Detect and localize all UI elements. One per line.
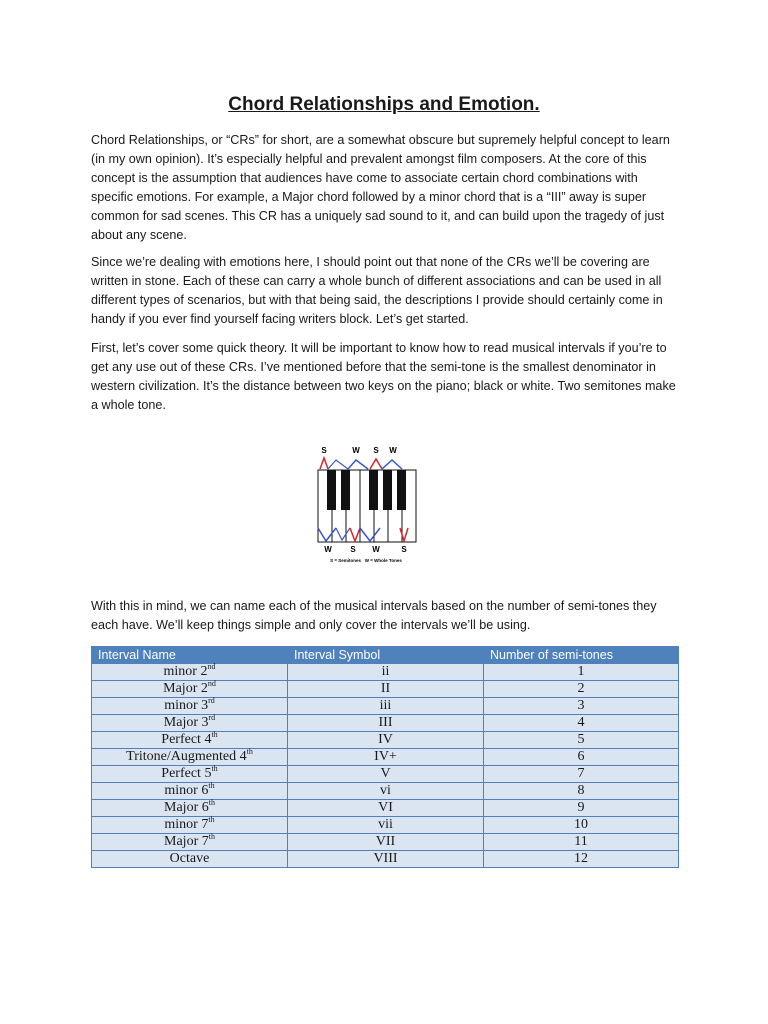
interval-symbol-cell: iii (288, 698, 484, 715)
interval-symbol-cell: V (288, 766, 484, 783)
interval-name: minor 7 (164, 817, 209, 832)
semitone-count-cell: 5 (484, 732, 679, 749)
diagram-legend: S = Semitones W = Whole Tones (330, 558, 402, 563)
interval-ordinal-suffix: th (211, 764, 218, 773)
interval-ordinal-suffix: th (246, 747, 253, 756)
semitone-count-cell: 3 (484, 698, 679, 715)
table-row (92, 698, 679, 715)
table-row (92, 681, 679, 698)
interval-name-cell (92, 698, 288, 715)
diagram-bottom-label: W (324, 545, 332, 554)
semitone-count-cell: 4 (484, 715, 679, 732)
paragraph-intro: Chord Relationships, or “CRs” for short, are a somewhat obscure but supremely helpful concept to learn (in my own opinion). It’s especially helpful and prevalent amongst film composers. At the core of this concept is the assumption that audiences have come to associate certain chord combinations with specific emotions. For example, a Major chord followed by a minor chord that is a “III” away is super common for sad scenes. This CR has a uniquely sad sound to it, and can build upon the tragedy of just about any scene. (91, 133, 670, 242)
semitone-count-cell: 10 (484, 817, 679, 834)
semitone-count-cell: 1 (484, 664, 679, 681)
interval-name-cell (92, 664, 288, 681)
interval-name-cell (92, 749, 288, 766)
table-row (92, 732, 679, 749)
interval-symbol-cell: II (288, 681, 484, 698)
interval-ordinal-suffix: th (208, 815, 215, 824)
diagram-bottom-label: W (372, 545, 380, 554)
interval-symbol-cell: vi (288, 783, 484, 800)
interval-name: Tritone/Augmented 4 (126, 749, 247, 764)
semitone-count-cell: 8 (484, 783, 679, 800)
semitone-arrow (370, 459, 382, 469)
interval-ordinal-suffix: th (208, 832, 215, 841)
interval-name-cell (92, 834, 288, 851)
interval-ordinal-suffix: th (208, 798, 215, 807)
paragraph-intervals-intro: With this in mind, we can name each of the musical intervals based on the number of semi-tones they each have. We’ll keep things simple and only cover the intervals we’ll be using. (91, 599, 657, 632)
intervals-table (91, 646, 679, 868)
table-row (92, 817, 679, 834)
diagram-top-label: W (389, 446, 397, 455)
interval-name: Perfect 4 (161, 732, 212, 747)
paragraph-emotions: Since we’re dealing with emotions here, I should point out that none of the CRs we’ll be covering are written in stone. Each of these can carry a whole bunch of different associations and can be used in all different types of scenarios, but with that being said, the descriptions I provide should certainly come in handy if you ever find yourself facing writers block. Let’s get started. (91, 255, 663, 326)
table-row (92, 766, 679, 783)
table-row (92, 749, 679, 766)
semitone-count-cell: 6 (484, 749, 679, 766)
interval-symbol-cell: VIII (288, 851, 484, 868)
interval-ordinal-suffix: th (208, 781, 215, 790)
interval-symbol-cell: VI (288, 800, 484, 817)
interval-name-cell (92, 783, 288, 800)
interval-name-cell (92, 851, 288, 868)
paragraph-theory: First, let’s cover some quick theory. It will be important to know how to read musical intervals if you’re to get any use out of these CRs. I’ve mentioned before that the semi-tone is the smallest denominator in western civilization. It’s the distance between two keys on the piano; black or white. Two semitones make a whole tone. (91, 341, 676, 412)
interval-name: minor 2 (163, 664, 208, 679)
whole-tone-arrow (328, 460, 348, 469)
semitone-count-cell: 9 (484, 800, 679, 817)
semitone-count-cell: 2 (484, 681, 679, 698)
semitone-arrow (320, 458, 328, 469)
semitone-count-cell: 12 (484, 851, 679, 868)
interval-name-cell (92, 681, 288, 698)
interval-symbol-cell: vii (288, 817, 484, 834)
interval-ordinal-suffix: rd (208, 713, 216, 722)
table-row (92, 834, 679, 851)
table-row (92, 664, 679, 681)
diagram-top-label: S (321, 446, 327, 455)
diagram-bottom-label: S (350, 545, 356, 554)
interval-name: minor 3 (164, 698, 209, 713)
interval-name: Perfect 5 (161, 766, 212, 781)
interval-name-cell (92, 766, 288, 783)
interval-ordinal-suffix: nd (207, 679, 216, 688)
interval-ordinal-suffix: th (211, 730, 218, 739)
piano-semitone-diagram (312, 441, 428, 565)
interval-name: Major 3 (163, 715, 209, 730)
diagram-top-label: S (373, 446, 379, 455)
interval-name: Major 7 (164, 834, 209, 849)
interval-symbol-cell: III (288, 715, 484, 732)
diagram-top-label: W (352, 446, 360, 455)
interval-name-cell (92, 800, 288, 817)
table-row (92, 715, 679, 732)
table-row (92, 800, 679, 817)
table-row (92, 851, 679, 868)
interval-name: Octave (169, 851, 210, 866)
interval-name: minor 6 (164, 783, 209, 798)
whole-tone-arrow (382, 460, 402, 469)
interval-symbol-cell: IV (288, 732, 484, 749)
header-semitones: Number of semi-tones (484, 647, 679, 664)
interval-ordinal-suffix: nd (207, 662, 216, 671)
interval-symbol-cell: IV+ (288, 749, 484, 766)
semitone-count-cell: 11 (484, 834, 679, 851)
interval-name-cell (92, 732, 288, 749)
table-header-row (92, 647, 679, 664)
semitone-count-cell: 7 (484, 766, 679, 783)
interval-name: Major 2 (163, 681, 208, 696)
interval-name: Major 6 (164, 800, 209, 815)
interval-symbol-cell: VII (288, 834, 484, 851)
whole-tone-arrow (348, 460, 368, 469)
page-title: Chord Relationships and Emotion. (228, 94, 540, 115)
table-row (92, 783, 679, 800)
diagram-bottom-label: S (401, 545, 407, 554)
header-interval-name: Interval Name (92, 647, 288, 664)
interval-name-cell (92, 817, 288, 834)
interval-ordinal-suffix: rd (208, 696, 215, 705)
header-interval-symbol: Interval Symbol (288, 647, 484, 664)
interval-name-cell (92, 715, 288, 732)
interval-symbol-cell: ii (288, 664, 484, 681)
